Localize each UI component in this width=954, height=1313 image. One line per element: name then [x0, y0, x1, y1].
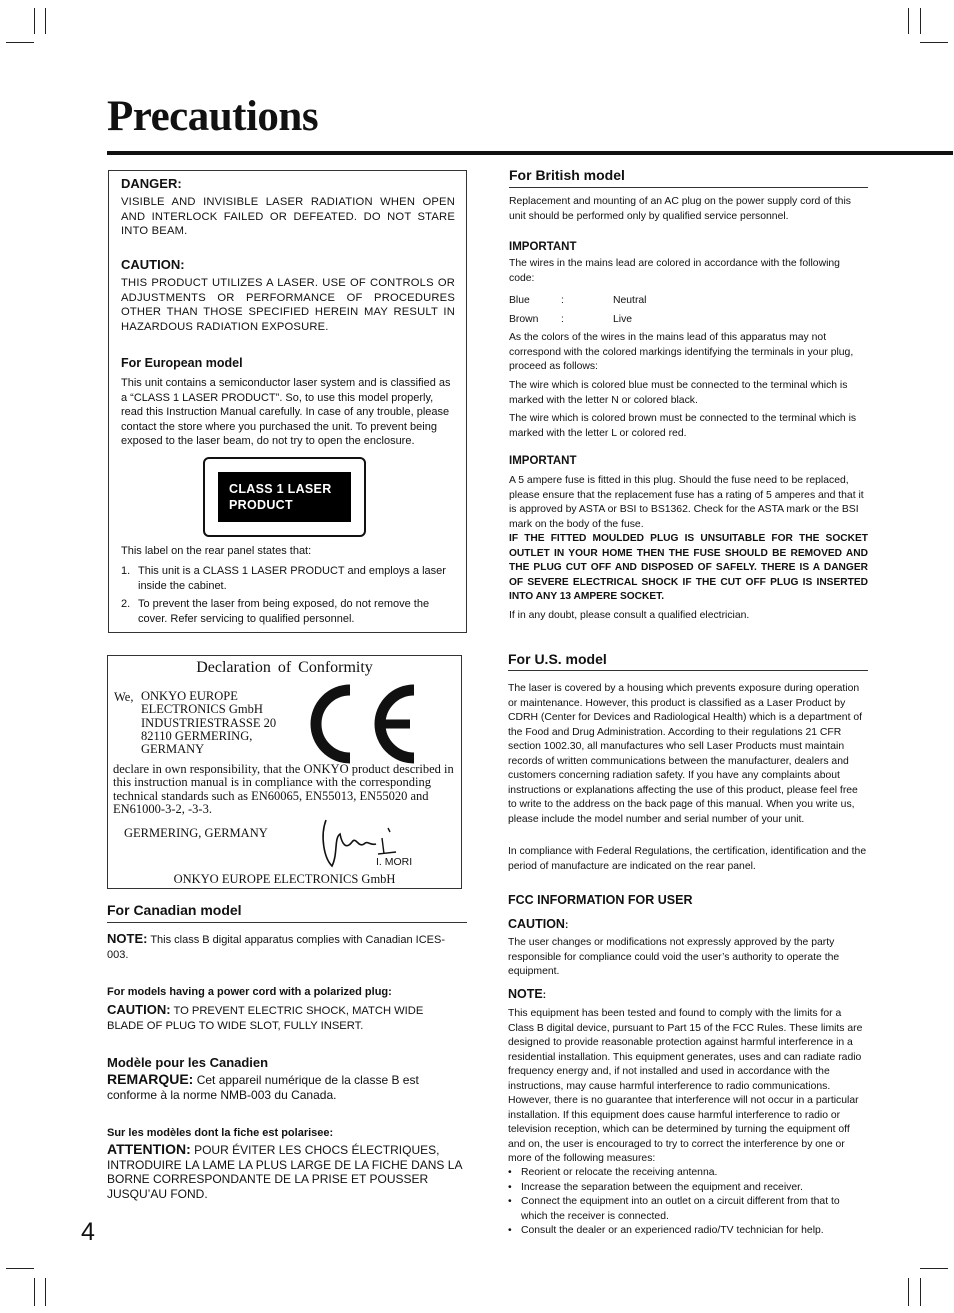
declaration-statement: declare in own responsibility, that the ONKYO product described in this instruction manual is in compliance with the corresponding technical standards such as EN60065, EN55013, EN55020 and EN61000-3-2, -3-3. — [113, 762, 454, 816]
page-title: Precautions — [107, 93, 319, 140]
danger-heading: DANGER: — [121, 176, 182, 191]
fcc-note-text: This equipment has been tested and found to comply with the limits for a Class B digital device, pursuant to Part 15 of the FCC Rules. These limits are designed to provide reasonable protection against harmful interference in a residential installation. This equipment generates, uses and can radiate radio frequency energy and, if not installed and used in accordance with the instructions, may cause harmful interference to radio communications. However, there is no guarantee that interference will not occur in a particular installation. If this equipment does cause harmful interference to radio or television reception, which can be determined by turning the equipment off and on, the user is encouraged to try to correct the interference by one or more of the following measures: — [508, 1008, 863, 1164]
label-list — [121, 564, 455, 630]
label-intro: This label on the rear panel states that: — [121, 545, 312, 557]
canadian-attention: ATTENTION: POUR ÉVITER LES CHOCS ÉLECTRIQUES, INTRODUIRE LA LAME LA PLUS LARGE DE LA FICHE DANS LA BORNE CORRESPONDANTE DE LA PRISE ET POUSSER JUSQU’AU FOND. — [107, 1141, 462, 1201]
british-para1: As the colors of the wires in the mains lead of this apparatus may not correspond with the colored markings identifying the terminals in your plug, proceed as follows: — [509, 332, 854, 372]
section-rule — [107, 922, 467, 923]
canadian-remarque: REMARQUE: Cet appareil numérique de la classe B est conforme à la norme NMB-003 du Canada. — [107, 1071, 419, 1102]
caution-heading: CAUTION: — [121, 257, 185, 272]
us-para1: The laser is covered by a housing which prevents exposure during operation or maintenance. However, this product is classified as a Laser Product by CDRH (Center for Devices and Radiological Health) which is a department of the Food and Drug Administration. According to their regulations 21 CFR section 1002.30, all manufactures who sell Laser Products must maintain records of written communications between the manufacturer, dealers and customers concerning radiation safety. If you have any complaints about instructions or explanations affecting the use of this product, please feel free to write to the address on the back page of this manual. When you write us, please include the model number and serial number of your unit. — [508, 683, 863, 825]
wires-text: The wires in the mains lead are colored in accordance with the following code: — [509, 258, 840, 284]
fcc-measures — [508, 1166, 868, 1239]
us-para2: In compliance with Federal Regulations, the certification, identification and the period of manufacture are indicated on the rear panel. — [508, 846, 867, 872]
important-heading: IMPORTANT — [509, 241, 577, 253]
european-text: This unit contains a semiconductor laser system and is classified as a “CLASS 1 LASER PRODUCT”. So, to use this model properly, read this Instruction Manual carefully. In case of any trouble, please contact the store where you purchased the unit. To prevent being exposed to the laser beam, do not try to open the enclosure. — [121, 377, 451, 447]
british-para3: The wire which is colored brown must be connected to the terminal which is marked with the letter L or colored red. — [509, 413, 857, 439]
fcc-caution-heading: CAUTION: — [508, 917, 569, 931]
caution-text: THIS PRODUCT UTILIZES A LASER. USE OF CONTROLS OR ADJUSTMENTS OR PERFORMANCE OF PROCEDURES OTHER THAN THOSE SPECIFIED HEREIN MAY RESULT IN HAZARDOUS RADIATION EXPOSURE. — [121, 277, 455, 333]
danger-text: VISIBLE AND INVISIBLE LASER RADIATION WHEN OPEN AND INTERLOCK FAILED OR DEFEATED. DO NOT STARE INTO BEAM. — [121, 196, 455, 238]
declaration-company: ONKYO EUROPE ELECTRONICS GmbH — [173, 872, 396, 886]
list-item: 1. This unit is a CLASS 1 LASER PRODUCT and employs a laser inside the cabinet. — [121, 565, 446, 592]
declaration-place: GERMERING, GERMANY — [124, 826, 268, 840]
list-item: • Consult the dealer or an experienced radio/TV technician for help. — [508, 1225, 824, 1236]
important-heading: IMPORTANT — [509, 455, 577, 467]
list-item: • Connect the equipment into an outlet on a circuit different from that to which the receiver is connected. — [508, 1196, 840, 1222]
page-number: 4 — [81, 1218, 95, 1246]
fcc-note-heading: NOTE: — [508, 987, 547, 1001]
laser-label-line2: PRODUCT — [229, 498, 293, 512]
section-rule — [509, 187, 868, 188]
polarized-heading: For models having a power cord with a polarized plug: — [107, 986, 392, 998]
list-item: • Reorient or relocate the receiving antenna. — [508, 1167, 718, 1178]
canadian-note: NOTE: This class B digital apparatus complies with Canadian ICES-003. — [107, 931, 446, 961]
laser-label-line1: CLASS 1 LASER — [229, 482, 332, 496]
us-heading: For U.S. model — [508, 651, 607, 667]
declaration-title: Declaration of Conformity — [196, 659, 373, 676]
french-heading: Modèle pour les Canadien — [107, 1055, 269, 1070]
laser-label — [218, 472, 351, 522]
european-heading: For European model — [121, 356, 243, 370]
british-intro: Replacement and mounting of an AC plug on the power supply cord of this unit should be performed only by qualified service personnel. — [509, 196, 851, 222]
fcc-caution-text: The user changes or modifications not expressly approved by the party responsible for compliance could void the user’s authority to operate the equipment. — [508, 937, 840, 977]
title-rule — [107, 151, 953, 155]
declaration-signer: I. MORI — [376, 856, 413, 868]
british-doubt: If in any doubt, please consult a qualified electrician. — [509, 610, 750, 621]
british-para2: The wire which is colored blue must be connected to the terminal which is marked with the letter N or colored black. — [509, 380, 848, 406]
list-item: 2. To prevent the laser from being exposed, do not remove the cover. Refer servicing to qualified personnel. — [121, 598, 430, 625]
ce-mark-icon — [310, 682, 422, 766]
british-heading: For British model — [509, 167, 625, 183]
fuse-text: A 5 ampere fuse is fitted in this plug. Should the fuse need to be replaced, please ensure that the replacement fuse has a rating of 5 amperes and that it is approved by ASTA or BSI to BS1362. Check for the ASTA mark or the BSI mark on the body of the fuse. — [509, 475, 864, 530]
french-polarized-heading: Sur les modèles dont la fiche est polarisee: — [107, 1127, 334, 1139]
declaration-we: We, — [114, 690, 134, 704]
canadian-caution: CAUTION: TO PREVENT ELECTRIC SHOCK, MATCH WIDE BLADE OF PLUG TO WIDE SLOT, FULLY INSERT. — [107, 1002, 424, 1032]
declaration-address: ONKYO EUROPE ELECTRONICS GmbH INDUSTRIESTRASSE 20 82110 GERMERING, GERMANY — [141, 689, 277, 757]
canadian-heading: For Canadian model — [107, 902, 242, 918]
plug-warning: IF THE FITTED MOULDED PLUG IS UNSUITABLE FOR THE SOCKET OUTLET IN YOUR HOME THEN THE FUSE SHOULD BE REMOVED AND THE PLUG CUT OFF AND DISPOSED OF SAFELY. THERE IS A DANGER OF SEVERE ELECTRICAL SHOCK IF THE CUT OFF PLUG IS INSERTED INTO ANY 13 AMPERE SOCKET. — [509, 533, 868, 603]
section-rule — [508, 670, 868, 671]
list-item: • Increase the separation between the equipment and receiver. — [508, 1181, 803, 1193]
fcc-heading: FCC INFORMATION FOR USER — [508, 893, 693, 907]
